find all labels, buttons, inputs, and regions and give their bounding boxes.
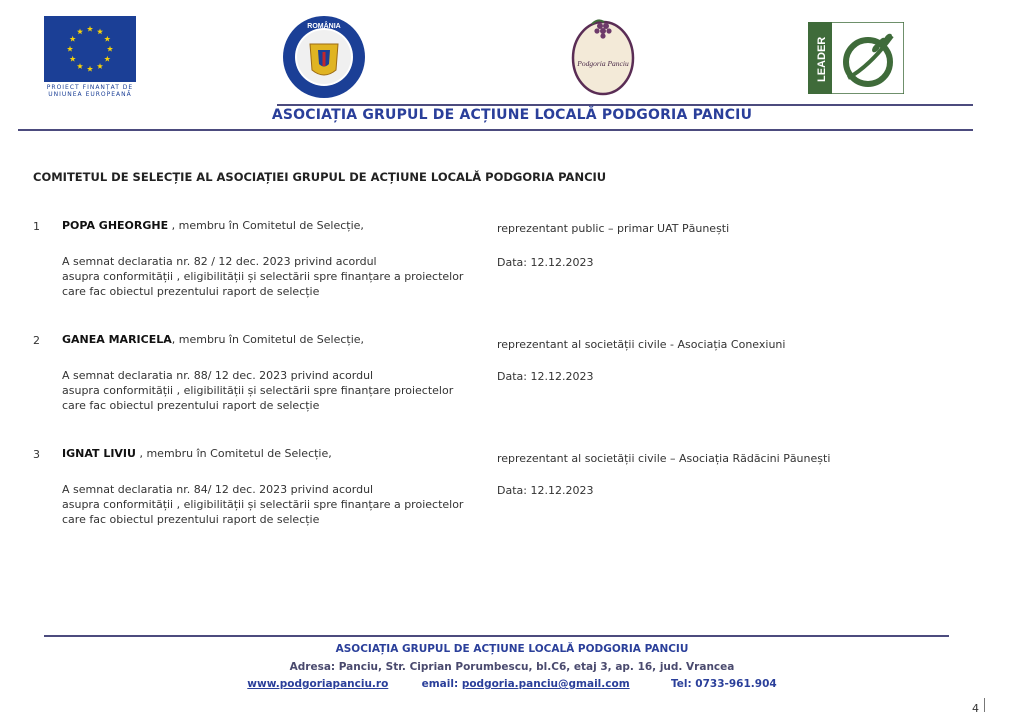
member-1-declaration xyxy=(62,254,463,299)
member-2-declaration xyxy=(62,368,453,413)
eu-star-icon xyxy=(104,36,110,42)
member-3-representation: reprezentant al societății civile – Asociația Rădăcini Păunești xyxy=(497,452,831,465)
footer-address: Adresa: Panciu, Str. Ciprian Porumbescu, bl.C6, etaj 3, ap. 16, jud. Vrancea xyxy=(289,661,735,673)
member-2-declaration-line3: care fac obiectul prezentului raport de selecție xyxy=(62,399,320,412)
member-1-declaration-line3: care fac obiectul prezentului raport de selecție xyxy=(62,285,320,298)
eu-star-icon xyxy=(70,56,76,62)
eu-star-icon xyxy=(70,36,76,42)
seal-text: ROMÂNIA xyxy=(307,23,341,30)
member-3-name: IGNAT LIVIU xyxy=(62,447,136,460)
member-1-heading xyxy=(62,218,364,233)
member-3-heading xyxy=(62,446,332,461)
eu-star-icon xyxy=(97,63,103,69)
leader-text: LEADER xyxy=(816,36,828,82)
footer-email-link[interactable]: podgoria.panciu@gmail.com xyxy=(461,678,630,690)
eu-stars-icon xyxy=(44,16,136,82)
member-3-declaration-line3: care fac obiectul prezentului raport de selecție xyxy=(62,513,320,526)
eu-star-icon xyxy=(107,46,113,52)
member-2-declaration-line1: A semnat declaratia nr. 88/ 12 dec. 2023 privind acordul xyxy=(62,369,374,382)
footer-title: ASOCIAȚIA GRUPUL DE ACȚIUNE LOCALĂ PODGORIA PANCIU xyxy=(335,643,689,655)
eu-star-icon xyxy=(87,66,93,72)
eu-star-icon xyxy=(104,56,110,62)
footer-email-label: email: xyxy=(421,678,459,690)
eu-caption xyxy=(40,84,140,98)
eu-star-icon xyxy=(67,46,73,52)
member-2-number: 2 xyxy=(33,334,40,347)
member-2-representation: reprezentant al societății civile - Asociația Conexiuni xyxy=(497,338,786,351)
gal-logo-text: Podgoria Panciu xyxy=(577,59,629,68)
header-rule-top xyxy=(277,104,973,106)
member-2-date: Data: 12.12.2023 xyxy=(497,370,594,383)
eu-star-icon xyxy=(97,28,103,34)
member-2-role: , membru în Comitetul de Selecție, xyxy=(171,333,365,346)
footer-website-link[interactable]: www.podgoriapanciu.ro xyxy=(247,678,389,690)
member-1-date: Data: 12.12.2023 xyxy=(497,256,594,269)
header-rule-bottom xyxy=(18,129,973,131)
eu-star-icon xyxy=(87,26,93,32)
leader-logo xyxy=(808,22,904,94)
gal-podgoria-panciu-logo xyxy=(570,16,636,96)
member-3-role: , membru în Comitetul de Selecție, xyxy=(135,447,332,460)
ministry-seal-logo xyxy=(280,14,368,100)
member-3-number: 3 xyxy=(33,448,40,461)
eu-caption-line2: UNIUNEA EUROPEANĂ xyxy=(48,91,132,98)
header-title: ASOCIAȚIA GRUPUL DE ACȚIUNE LOCALĂ PODGORIA PANCIU xyxy=(271,107,753,123)
member-3-declaration xyxy=(62,482,463,527)
member-1-declaration-line2: asupra conformității , eligibilității și selectării spre finanțare a proiectelor xyxy=(62,270,464,283)
document-title: COMITETUL DE SELECȚIE AL ASOCIAȚIEI GRUPUL DE ACȚIUNE LOCALĂ PODGORIA PANCIU xyxy=(33,170,607,184)
member-3-date: Data: 12.12.2023 xyxy=(497,484,594,497)
footer-rule xyxy=(44,635,949,637)
member-2-name: GANEA MARICELA xyxy=(62,333,172,346)
member-1-role: , membru în Comitetul de Selecție, xyxy=(168,219,364,232)
page-number: 4 xyxy=(972,702,979,715)
member-2-heading xyxy=(62,332,364,347)
member-2-declaration-line2: asupra conformității , eligibilității și selectării spre finanțare proiectelor xyxy=(62,384,454,397)
member-3-declaration-line2: asupra conformității , eligibilității și selectării spre finanțare a proiectelor xyxy=(62,498,464,511)
member-3-declaration-line1: A semnat declaratia nr. 84/ 12 dec. 2023 privind acordul xyxy=(62,483,374,496)
eu-caption-line1: PROIECT FINANȚAT DE xyxy=(46,84,134,91)
page-number-divider xyxy=(984,698,985,712)
eu-star-icon xyxy=(77,63,83,69)
footer-contacts xyxy=(0,678,1024,690)
member-1-declaration-line1: A semnat declaratia nr. 82 / 12 dec. 2023 privind acordul xyxy=(62,255,377,268)
member-1-name: POPA GHEORGHE xyxy=(62,219,169,232)
eu-star-icon xyxy=(77,28,83,34)
member-1-number: 1 xyxy=(33,220,40,233)
footer-phone: Tel: 0733-961.904 xyxy=(670,678,777,690)
eu-flag-logo xyxy=(44,16,136,82)
member-1-representation: reprezentant public – primar UAT Păunești xyxy=(497,222,730,235)
